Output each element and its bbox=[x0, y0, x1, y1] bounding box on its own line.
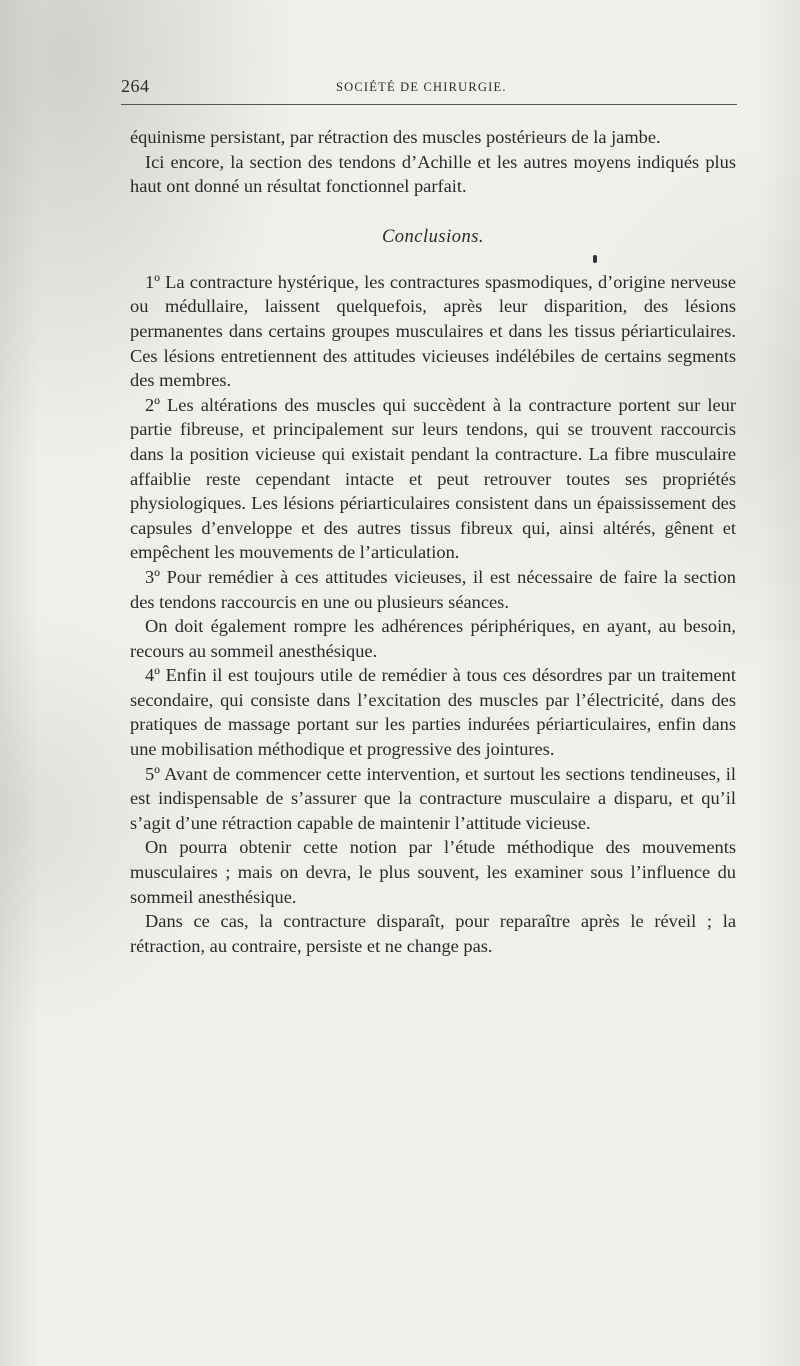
running-title: SOCIÉTÉ DE CHIRURGIE. bbox=[336, 80, 507, 94]
continuation-paragraph: équinisme persistant, par rétraction des muscles postérieurs de la jambe. bbox=[130, 127, 661, 147]
paragraph: Ici encore, la section des tendons d’Achille et les autres moyens indiqués plus haut ont donné un résultat fonctionnel parfait. bbox=[130, 151, 736, 197]
conclusion-3-continued: On doit également rompre les adhérences périphériques, en ayant, au besoin, recours au sommeil anesthésique. bbox=[130, 616, 736, 661]
header-divider bbox=[121, 104, 737, 105]
ink-mark bbox=[593, 255, 597, 263]
page-header bbox=[121, 76, 737, 100]
page-number: 264 bbox=[121, 76, 150, 96]
conclusion-3: 3º Pour remédier à ces attitudes vicieuses, il est nécessaire de faire la section des tendons raccourcis en une ou plusieurs séances. bbox=[130, 566, 736, 612]
section-heading: Conclusions. bbox=[381, 226, 485, 247]
conclusion-5-continued: On pourra obtenir cette notion par l’étude méthodique des mouvements musculaires ; mais on devra, le plus souvent, les examiner sous l’influence du sommeil anesthésique. bbox=[130, 837, 736, 907]
conclusion-5-final: Dans ce cas, la contracture disparaît, pour reparaître après le réveil ; la rétraction, au contraire, persiste et ne change pas. bbox=[130, 911, 736, 956]
conclusion-2: 2º Les altérations des muscles qui succèdent à la contracture portent sur leur partie fibreuse, et principalement sur leurs tendons, qui se trouvent raccourcis dans la position vicieuse qui existait pendant la contracture. La fibre musculaire affaiblie reste cependant intacte et peut retrouver toutes ses propriétés physiologiques. Les lésions périarticulaires consistent dans un épaississement des capsules d’enveloppe et des autres tissus fibreux qui, ainsi altérés, gênent et empêchent les mouvements de l’articulation. bbox=[130, 394, 736, 563]
conclusion-4: 4º Enfin il est toujours utile de remédier à tous ces désordres par un traitement secondaire, qui consiste dans l’excitation des muscles par l’électricité, dans des pratiques de massage portant sur les parties indurées périarticulaires, enfin dans une mobilisation méthodique et progressive des jointures. bbox=[130, 665, 736, 760]
conclusion-1: 1º La contracture hystérique, les contractures spasmodiques, d’origine nerveuse ou médullaire, laissent quelquefois, après leur disparition, des lésions permanentes dans certains groupes musculaires et dans les tissus périarticulaires. Ces lésions entretiennent des attitudes vicieuses indélébiles de certains segments des membres. bbox=[130, 271, 736, 391]
body-text bbox=[130, 125, 736, 958]
conclusion-5: 5º Avant de commencer cette intervention, et surtout les sections tendineuses, il est indispensable de s’assurer que la contracture musculaire a disparu, et qu’il s’agit d’une rétraction capable de maintenir l’attitude vicieuse. bbox=[130, 763, 736, 833]
